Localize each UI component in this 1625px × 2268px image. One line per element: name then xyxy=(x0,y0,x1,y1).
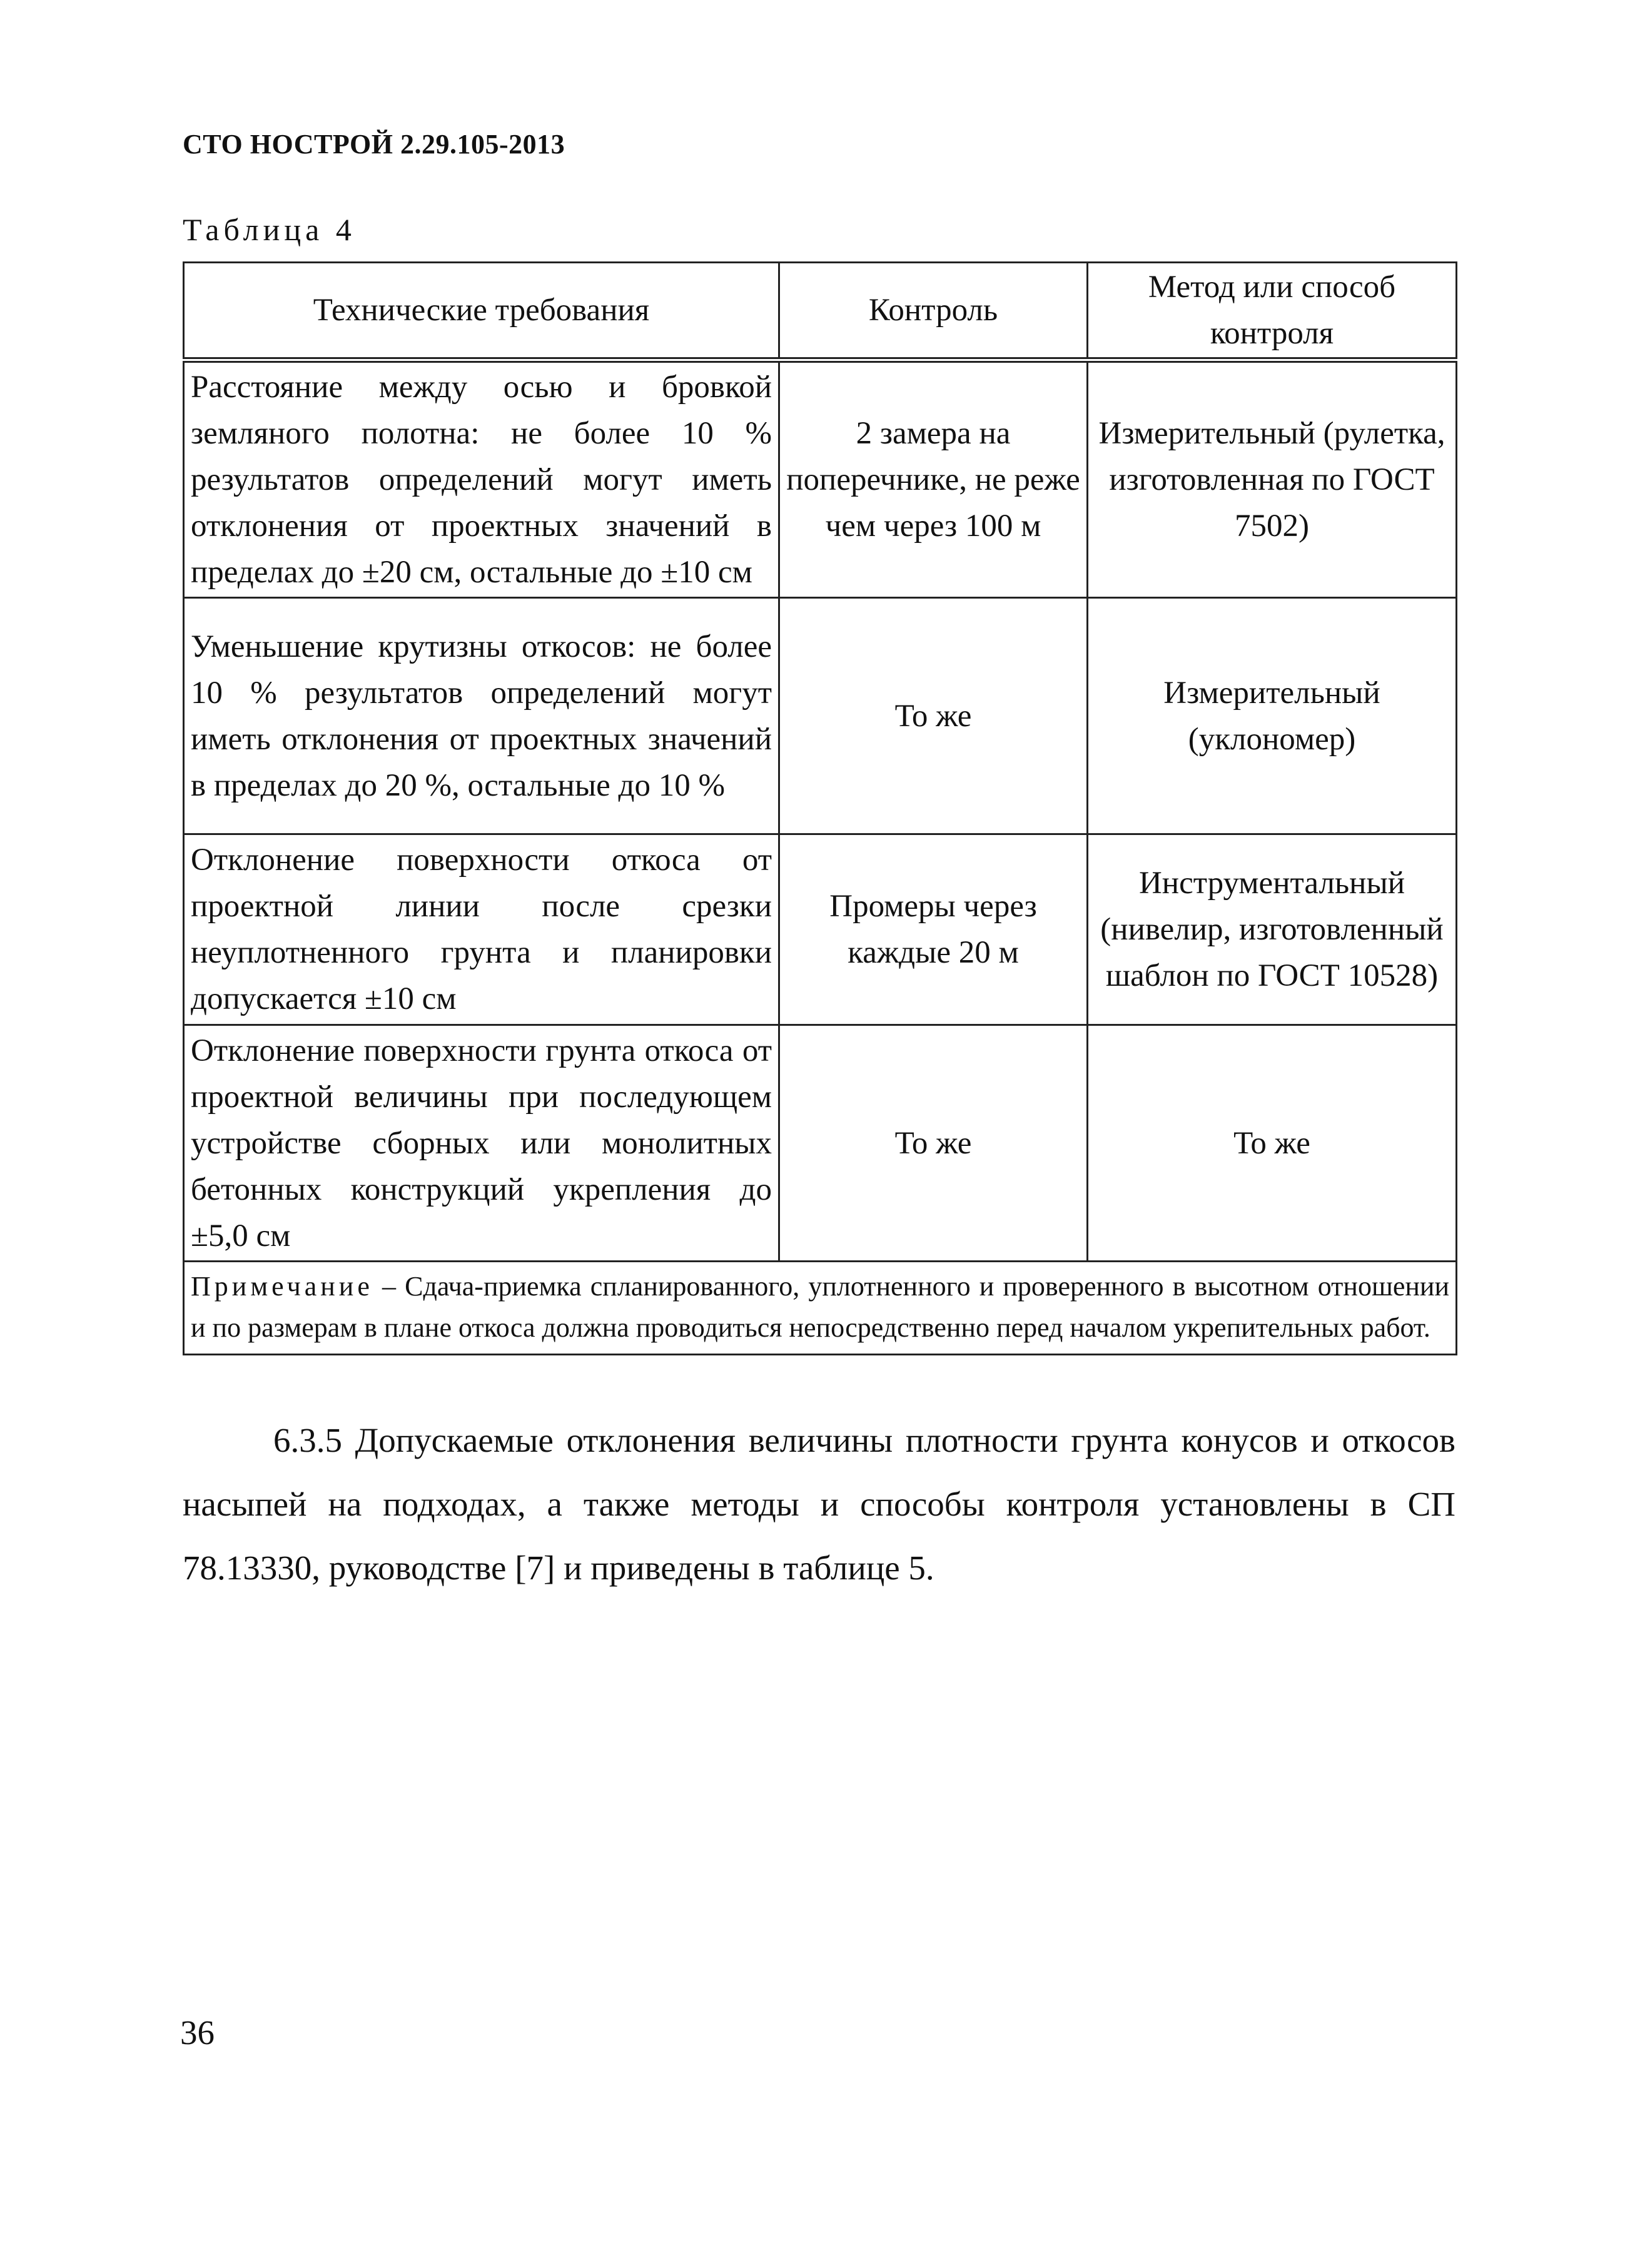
table-row xyxy=(184,598,1457,834)
table-header-row xyxy=(184,263,1457,360)
cell-requirement: Уменьшение крутизны откосов: не более 10 % результатов определений могут иметь отклонения от проектных значений в пределах до 20 %, остальные до 10 % xyxy=(184,598,779,834)
table-row xyxy=(184,1025,1457,1262)
table-note xyxy=(184,1262,1457,1355)
cell-method: То же xyxy=(1088,1025,1457,1262)
cell-control: 2 замера на поперечнике, не реже чем через 100 м xyxy=(779,360,1088,598)
table-caption: Таблица 4 xyxy=(183,212,356,247)
cell-method: Инструментальный (нивелир, изготовленный шаблон по ГОСТ 10528) xyxy=(1088,834,1457,1025)
page-number: 36 xyxy=(180,2013,215,2052)
cell-requirement: Отклонение поверхности грунта откоса от проектной величины при последующем устройстве сборных или монолитных бетонных конструкций укрепления до ±5,0 см xyxy=(184,1025,779,1262)
cell-method: Измерительный (рулетка, изготовленная по ГОСТ 7502) xyxy=(1088,360,1457,598)
cell-control: Промеры через каждые 20 м xyxy=(779,834,1088,1025)
column-header-requirements: Технические требования xyxy=(184,263,779,360)
requirements-table xyxy=(183,261,1457,1355)
body-paragraph: 6.3.5 Допускаемые отклонения величины плотности грунта конусов и откосов насыпей на подходах, а также методы и способы контроля установлены в СП 78.13330, руководстве [7] и приведены в таблице 5. xyxy=(183,1421,1455,1587)
table-row xyxy=(184,834,1457,1025)
document-code-header: СТО НОСТРОЙ 2.29.105-2013 xyxy=(183,129,565,159)
table-row xyxy=(184,360,1457,598)
column-header-control: Контроль xyxy=(779,263,1088,360)
cell-requirement: Расстояние между осью и бровкой земляного полотна: не более 10 % результатов определений могут иметь отклонения от проектных значений в пределах до ±20 см, остальные до ±10 см xyxy=(184,360,779,598)
note-text: – Сдача-приемка спланированного, уплотненного и проверенного в высотном отношении и по размерам в плане откоса должна проводиться непосредственно перед началом укрепительных работ. xyxy=(191,1271,1449,1343)
note-label: Примечание xyxy=(191,1271,373,1302)
table-note-row xyxy=(184,1262,1457,1355)
cell-method: Измерительный (уклономер) xyxy=(1088,598,1457,834)
cell-control: То же xyxy=(779,1025,1088,1262)
column-header-method: Метод или способ контроля xyxy=(1088,263,1457,360)
cell-control: То же xyxy=(779,598,1088,834)
cell-requirement: Отклонение поверхности откоса от проектной линии после срезки неуплотненного грунта и планировки допускается ±10 см xyxy=(184,834,779,1025)
